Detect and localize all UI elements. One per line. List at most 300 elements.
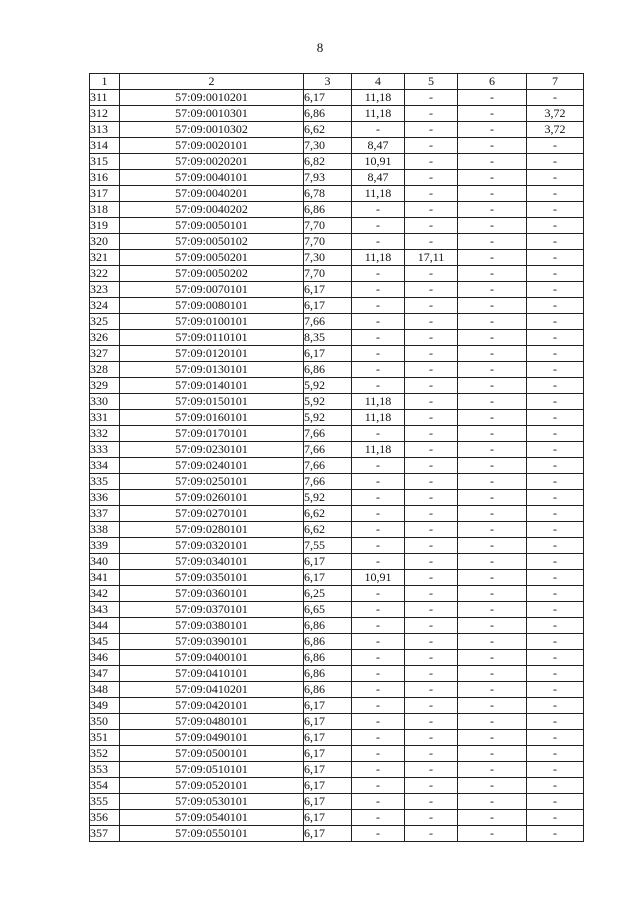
value-col6-cell: - [458,554,527,570]
value-col7-cell: - [527,794,584,810]
value-col4-cell: - [352,538,405,554]
value-col5-cell: - [405,666,458,682]
column-header-5: 5 [405,74,458,90]
value-col3-cell: 6,86 [304,634,352,650]
cadastral-number-cell: 57:09:0260101 [120,490,304,506]
value-col7-cell: - [527,602,584,618]
cadastral-number-cell: 57:09:0020101 [120,138,304,154]
value-col7-cell: - [527,490,584,506]
value-col6-cell: - [458,698,527,714]
value-col4-cell: - [352,202,405,218]
value-col3-cell: 6,17 [304,554,352,570]
cadastral-number-cell: 57:09:0040101 [120,170,304,186]
value-col5-cell: - [405,826,458,842]
row-number-cell: 352 [90,746,120,762]
value-col5-cell: - [405,122,458,138]
cadastral-number-cell: 57:09:0010201 [120,90,304,106]
value-col3-cell: 6,17 [304,730,352,746]
page-number: 8 [316,40,324,55]
cadastral-number-cell: 57:09:0350101 [120,570,304,586]
row-number-cell: 355 [90,794,120,810]
value-col7-cell: - [527,90,584,106]
row-number-cell: 348 [90,682,120,698]
table-row [90,234,584,250]
cadastral-number-cell: 57:09:0110101 [120,330,304,346]
header-row [90,74,584,90]
value-col7-cell: 3,72 [527,122,584,138]
value-col6-cell: - [458,106,527,122]
cadastral-number-cell: 57:09:0160101 [120,410,304,426]
value-col3-cell: 7,66 [304,458,352,474]
value-col7-cell: - [527,218,584,234]
row-number-cell: 341 [90,570,120,586]
value-col5-cell: - [405,810,458,826]
value-col6-cell: - [458,90,527,106]
table-header [90,74,584,90]
value-col4-cell: - [352,778,405,794]
value-col4-cell: 10,91 [352,154,405,170]
value-col5-cell: - [405,538,458,554]
value-col5-cell: 17,11 [405,250,458,266]
table-row [90,170,584,186]
value-col3-cell: 6,78 [304,186,352,202]
value-col3-cell: 7,66 [304,426,352,442]
value-col6-cell: - [458,570,527,586]
value-col6-cell: - [458,154,527,170]
table-row [90,138,584,154]
value-col3-cell: 7,70 [304,266,352,282]
value-col3-cell: 6,25 [304,586,352,602]
value-col4-cell: 11,18 [352,186,405,202]
cadastral-number-cell: 57:09:0050101 [120,218,304,234]
cadastral-number-cell: 57:09:0540101 [120,810,304,826]
value-col5-cell: - [405,154,458,170]
value-col6-cell: - [458,234,527,250]
table-body [90,90,584,842]
value-col4-cell: - [352,474,405,490]
value-col3-cell: 5,92 [304,378,352,394]
table-row [90,538,584,554]
value-col7-cell: - [527,506,584,522]
value-col3-cell: 7,70 [304,218,352,234]
table-row [90,682,584,698]
value-col5-cell: - [405,522,458,538]
table-row [90,762,584,778]
value-col3-cell: 6,17 [304,570,352,586]
value-col5-cell: - [405,618,458,634]
row-number-cell: 311 [90,90,120,106]
value-col4-cell: - [352,426,405,442]
cadastral-number-cell: 57:09:0130101 [120,362,304,378]
value-col4-cell: - [352,810,405,826]
value-col5-cell: - [405,202,458,218]
value-col4-cell: - [352,554,405,570]
row-number-cell: 350 [90,714,120,730]
cadastral-number-cell: 57:09:0050201 [120,250,304,266]
value-col5-cell: - [405,330,458,346]
value-col6-cell: - [458,442,527,458]
value-col6-cell: - [458,458,527,474]
value-col7-cell: - [527,554,584,570]
value-col4-cell: 11,18 [352,410,405,426]
value-col4-cell: - [352,826,405,842]
value-col7-cell: - [527,714,584,730]
row-number-cell: 325 [90,314,120,330]
value-col4-cell: 11,18 [352,394,405,410]
row-number-cell: 323 [90,282,120,298]
value-col5-cell: - [405,106,458,122]
value-col4-cell: - [352,666,405,682]
cadastral-number-cell: 57:09:0320101 [120,538,304,554]
value-col5-cell: - [405,490,458,506]
table-row [90,186,584,202]
value-col6-cell: - [458,506,527,522]
value-col3-cell: 5,92 [304,490,352,506]
value-col4-cell: - [352,490,405,506]
row-number-cell: 317 [90,186,120,202]
cadastral-number-cell: 57:09:0050102 [120,234,304,250]
value-col5-cell: - [405,650,458,666]
cadastral-number-cell: 57:09:0400101 [120,650,304,666]
row-number-cell: 353 [90,762,120,778]
value-col7-cell: - [527,650,584,666]
value-col6-cell: - [458,490,527,506]
value-col7-cell: - [527,826,584,842]
table-row [90,362,584,378]
value-col4-cell: 10,91 [352,570,405,586]
value-col3-cell: 6,17 [304,826,352,842]
value-col6-cell: - [458,746,527,762]
value-col6-cell: - [458,122,527,138]
column-header-1: 1 [90,74,120,90]
value-col3-cell: 7,30 [304,250,352,266]
value-col5-cell: - [405,234,458,250]
value-col3-cell: 6,86 [304,682,352,698]
value-col5-cell: - [405,186,458,202]
value-col4-cell: - [352,122,405,138]
value-col3-cell: 6,62 [304,122,352,138]
cadastral-number-cell: 57:09:0550101 [120,826,304,842]
value-col4-cell: - [352,346,405,362]
value-col3-cell: 6,86 [304,618,352,634]
row-number-cell: 321 [90,250,120,266]
cadastral-number-cell: 57:09:0530101 [120,794,304,810]
value-col6-cell: - [458,602,527,618]
value-col5-cell: - [405,570,458,586]
value-col6-cell: - [458,730,527,746]
value-col6-cell: - [458,138,527,154]
table-row [90,666,584,682]
row-number-cell: 333 [90,442,120,458]
row-number-cell: 316 [90,170,120,186]
value-col7-cell: - [527,810,584,826]
table-row [90,346,584,362]
value-col6-cell: - [458,410,527,426]
cadastral-number-cell: 57:09:0420101 [120,698,304,714]
value-col3-cell: 7,66 [304,474,352,490]
value-col7-cell: - [527,634,584,650]
row-number-cell: 315 [90,154,120,170]
row-number-cell: 326 [90,330,120,346]
value-col4-cell: - [352,506,405,522]
value-col4-cell: 11,18 [352,106,405,122]
value-col7-cell: - [527,154,584,170]
value-col6-cell: - [458,666,527,682]
cadastral-number-cell: 57:09:0010301 [120,106,304,122]
value-col3-cell: 6,86 [304,666,352,682]
value-col3-cell: 6,17 [304,762,352,778]
row-number-cell: 322 [90,266,120,282]
value-col3-cell: 6,17 [304,298,352,314]
value-col6-cell: - [458,186,527,202]
value-col5-cell: - [405,506,458,522]
value-col5-cell: - [405,778,458,794]
row-number-cell: 347 [90,666,120,682]
value-col7-cell: - [527,202,584,218]
value-col3-cell: 7,55 [304,538,352,554]
value-col7-cell: - [527,186,584,202]
row-number-cell: 318 [90,202,120,218]
value-col3-cell: 6,17 [304,346,352,362]
table-row [90,586,584,602]
value-col5-cell: - [405,346,458,362]
row-number-cell: 357 [90,826,120,842]
value-col4-cell: - [352,234,405,250]
value-col6-cell: - [458,474,527,490]
data-table [89,73,584,842]
cadastral-number-cell: 57:09:0340101 [120,554,304,570]
value-col7-cell: - [527,522,584,538]
table-row [90,650,584,666]
row-number-cell: 328 [90,362,120,378]
row-number-cell: 320 [90,234,120,250]
value-col4-cell: - [352,698,405,714]
row-number-cell: 330 [90,394,120,410]
value-col4-cell: - [352,282,405,298]
value-col4-cell: 8,47 [352,138,405,154]
cadastral-number-cell: 57:09:0010302 [120,122,304,138]
value-col3-cell: 7,30 [304,138,352,154]
value-col5-cell: - [405,762,458,778]
value-col5-cell: - [405,410,458,426]
table-row [90,314,584,330]
table-row [90,410,584,426]
value-col3-cell: 6,82 [304,154,352,170]
value-col4-cell: - [352,762,405,778]
value-col3-cell: 6,17 [304,778,352,794]
row-number-cell: 344 [90,618,120,634]
value-col5-cell: - [405,298,458,314]
value-col4-cell: - [352,314,405,330]
value-col5-cell: - [405,698,458,714]
value-col5-cell: - [405,394,458,410]
value-col4-cell: - [352,362,405,378]
cadastral-number-cell: 57:09:0520101 [120,778,304,794]
row-number-cell: 324 [90,298,120,314]
table-row [90,554,584,570]
value-col4-cell: - [352,650,405,666]
table-row [90,618,584,634]
value-col6-cell: - [458,426,527,442]
value-col7-cell: - [527,282,584,298]
value-col6-cell: - [458,330,527,346]
cadastral-number-cell: 57:09:0510101 [120,762,304,778]
value-col7-cell: - [527,362,584,378]
value-col6-cell: - [458,378,527,394]
value-col5-cell: - [405,458,458,474]
value-col4-cell: - [352,458,405,474]
value-col5-cell: - [405,714,458,730]
value-col7-cell: - [527,314,584,330]
value-col6-cell: - [458,826,527,842]
value-col3-cell: 8,35 [304,330,352,346]
table-row [90,298,584,314]
cadastral-number-cell: 57:09:0390101 [120,634,304,650]
value-col6-cell: - [458,298,527,314]
value-col6-cell: - [458,522,527,538]
table-row [90,458,584,474]
table-row [90,602,584,618]
value-col4-cell: - [352,794,405,810]
value-col4-cell: - [352,618,405,634]
cadastral-number-cell: 57:09:0480101 [120,714,304,730]
value-col7-cell: - [527,410,584,426]
value-col7-cell: - [527,394,584,410]
value-col7-cell: - [527,458,584,474]
value-col4-cell: - [352,682,405,698]
value-col6-cell: - [458,346,527,362]
value-col7-cell: - [527,250,584,266]
value-col3-cell: 6,17 [304,282,352,298]
cadastral-number-cell: 57:09:0490101 [120,730,304,746]
value-col5-cell: - [405,682,458,698]
value-col6-cell: - [458,282,527,298]
row-number-cell: 338 [90,522,120,538]
value-col6-cell: - [458,714,527,730]
value-col6-cell: - [458,778,527,794]
value-col5-cell: - [405,282,458,298]
table-row [90,394,584,410]
table-row [90,730,584,746]
cadastral-number-cell: 57:09:0170101 [120,426,304,442]
row-number-cell: 343 [90,602,120,618]
cadastral-number-cell: 57:09:0250101 [120,474,304,490]
value-col5-cell: - [405,362,458,378]
value-col3-cell: 6,86 [304,106,352,122]
table-row [90,570,584,586]
table-row [90,506,584,522]
value-col6-cell: - [458,634,527,650]
value-col7-cell: - [527,442,584,458]
value-col4-cell: 11,18 [352,90,405,106]
value-col7-cell: - [527,138,584,154]
table-row [90,106,584,122]
value-col4-cell: - [352,746,405,762]
value-col3-cell: 6,17 [304,90,352,106]
value-col6-cell: - [458,762,527,778]
row-number-cell: 342 [90,586,120,602]
cadastral-number-cell: 57:09:0040201 [120,186,304,202]
cadastral-number-cell: 57:09:0410201 [120,682,304,698]
table-row [90,266,584,282]
value-col4-cell: 8,47 [352,170,405,186]
row-number-cell: 331 [90,410,120,426]
value-col6-cell: - [458,650,527,666]
cadastral-number-cell: 57:09:0120101 [120,346,304,362]
value-col5-cell: - [405,794,458,810]
row-number-cell: 349 [90,698,120,714]
table-row [90,154,584,170]
value-col6-cell: - [458,362,527,378]
row-number-cell: 340 [90,554,120,570]
value-col7-cell: - [527,330,584,346]
value-col4-cell: - [352,634,405,650]
column-header-6: 6 [458,74,527,90]
value-col4-cell: - [352,586,405,602]
cadastral-number-cell: 57:09:0410101 [120,666,304,682]
table-row [90,378,584,394]
value-col6-cell: - [458,618,527,634]
value-col5-cell: - [405,730,458,746]
value-col4-cell: - [352,330,405,346]
value-col7-cell: 3,72 [527,106,584,122]
value-col6-cell: - [458,266,527,282]
row-number-cell: 339 [90,538,120,554]
column-header-3: 3 [304,74,352,90]
value-col4-cell: - [352,266,405,282]
value-col7-cell: - [527,474,584,490]
value-col5-cell: - [405,170,458,186]
value-col5-cell: - [405,474,458,490]
value-col3-cell: 7,66 [304,314,352,330]
cadastral-number-cell: 57:09:0050202 [120,266,304,282]
value-col7-cell: - [527,426,584,442]
row-number-cell: 346 [90,650,120,666]
value-col3-cell: 7,70 [304,234,352,250]
value-col3-cell: 6,65 [304,602,352,618]
value-col6-cell: - [458,394,527,410]
row-number-cell: 313 [90,122,120,138]
value-col5-cell: - [405,90,458,106]
value-col5-cell: - [405,266,458,282]
cadastral-number-cell: 57:09:0150101 [120,394,304,410]
value-col3-cell: 5,92 [304,394,352,410]
value-col7-cell: - [527,570,584,586]
value-col7-cell: - [527,778,584,794]
value-col6-cell: - [458,794,527,810]
value-col4-cell: 11,18 [352,442,405,458]
value-col4-cell: - [352,522,405,538]
table-row [90,698,584,714]
row-number-cell: 314 [90,138,120,154]
cadastral-number-cell: 57:09:0230101 [120,442,304,458]
cadastral-number-cell: 57:09:0020201 [120,154,304,170]
value-col5-cell: - [405,554,458,570]
cadastral-number-cell: 57:09:0360101 [120,586,304,602]
table-row [90,810,584,826]
table-row [90,426,584,442]
table-row [90,442,584,458]
value-col5-cell: - [405,426,458,442]
table-row [90,746,584,762]
cadastral-number-cell: 57:09:0070101 [120,282,304,298]
row-number-cell: 312 [90,106,120,122]
table-row [90,490,584,506]
table-row [90,250,584,266]
cadastral-number-cell: 57:09:0140101 [120,378,304,394]
cadastral-number-cell: 57:09:0270101 [120,506,304,522]
value-col6-cell: - [458,202,527,218]
